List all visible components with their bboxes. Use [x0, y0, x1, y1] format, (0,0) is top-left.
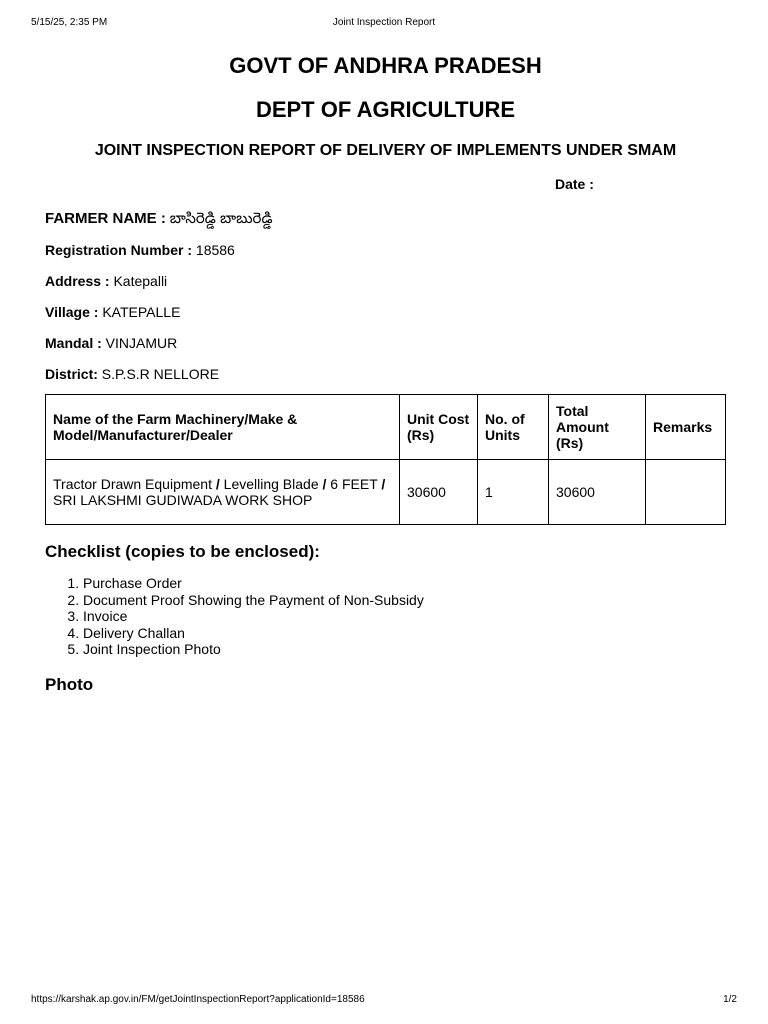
print-footer — [31, 994, 737, 1008]
village-value: KATEPALLE — [102, 304, 181, 320]
machinery-model: Levelling Blade — [223, 476, 319, 492]
farmer-name-label: FARMER NAME : — [45, 210, 166, 227]
mandal-label: Mandal : — [45, 335, 102, 351]
date-label: Date : — [555, 176, 594, 192]
village-field — [45, 303, 726, 321]
list-item: 4. Delivery Challan — [83, 625, 726, 642]
print-datetime: 5/15/25, 2:35 PM — [31, 17, 108, 28]
cell-units: 1 — [478, 460, 549, 525]
district-label: District: — [45, 366, 98, 382]
address-value: Katepalli — [113, 273, 168, 289]
print-header — [31, 17, 737, 31]
header-units: No. of Units — [478, 395, 549, 460]
list-item: 3. Invoice — [83, 608, 726, 625]
header-remarks: Remarks — [646, 395, 726, 460]
district-value: S.P.S.R NELLORE — [101, 366, 220, 382]
cell-machinery — [46, 460, 400, 525]
govt-heading: GOVT OF ANDHRA PRADESH — [229, 53, 542, 78]
table-row — [46, 460, 726, 525]
separator: / — [215, 476, 220, 492]
registration-label: Registration Number : — [45, 242, 193, 258]
list-item: 1. Purchase Order — [83, 575, 726, 592]
implements-table — [45, 394, 726, 525]
report-title: JOINT INSPECTION REPORT OF DELIVERY OF IMPLEMENTS UNDER SMAM — [94, 142, 677, 159]
machinery-type: Tractor Drawn Equipment — [53, 476, 212, 492]
farmer-name-field — [45, 209, 726, 228]
district-field — [45, 365, 726, 383]
cell-remarks — [646, 460, 726, 525]
print-url: https://karshak.ap.gov.in/FM/getJointInspectionReport?applicationId=18586 — [31, 994, 365, 1005]
header-machinery: Name of the Farm Machinery/Make & Model/Manufacturer/Dealer — [46, 395, 400, 460]
separator: / — [381, 476, 386, 492]
farmer-name-value: బాసిరెడ్డి బాబురెడ్డి — [169, 210, 273, 227]
machinery-dealer: SRI LAKSHMI GUDIWADA WORK SHOP — [53, 492, 313, 508]
cell-unit-cost: 30600 — [400, 460, 478, 525]
header-unit-cost: Unit Cost (Rs) — [400, 395, 478, 460]
mandal-value: VINJAMUR — [105, 335, 178, 351]
list-item: 5. Joint Inspection Photo — [83, 641, 726, 658]
checklist-title: Checklist (copies to be enclosed): — [45, 542, 320, 561]
date-row — [45, 176, 726, 196]
separator: / — [322, 476, 327, 492]
dept-heading: DEPT OF AGRICULTURE — [255, 97, 516, 122]
print-page-title: Joint Inspection Report — [332, 17, 436, 28]
cell-total-amount: 30600 — [549, 460, 646, 525]
checklist — [45, 575, 726, 658]
print-page-number: 1/2 — [723, 994, 737, 1005]
registration-field — [45, 241, 726, 259]
address-field — [45, 272, 726, 290]
village-label: Village : — [45, 304, 99, 320]
header-total-amount: Total Amount (Rs) — [549, 395, 646, 460]
report-content — [45, 50, 726, 696]
address-label: Address : — [45, 273, 110, 289]
photo-title: Photo — [45, 674, 94, 694]
table-header-row — [46, 395, 726, 460]
registration-value: 18586 — [195, 242, 235, 258]
machinery-size: 6 FEET — [330, 476, 378, 492]
list-item: 2. Document Proof Showing the Payment of Non-Subsidy — [83, 592, 726, 609]
mandal-field — [45, 334, 726, 352]
